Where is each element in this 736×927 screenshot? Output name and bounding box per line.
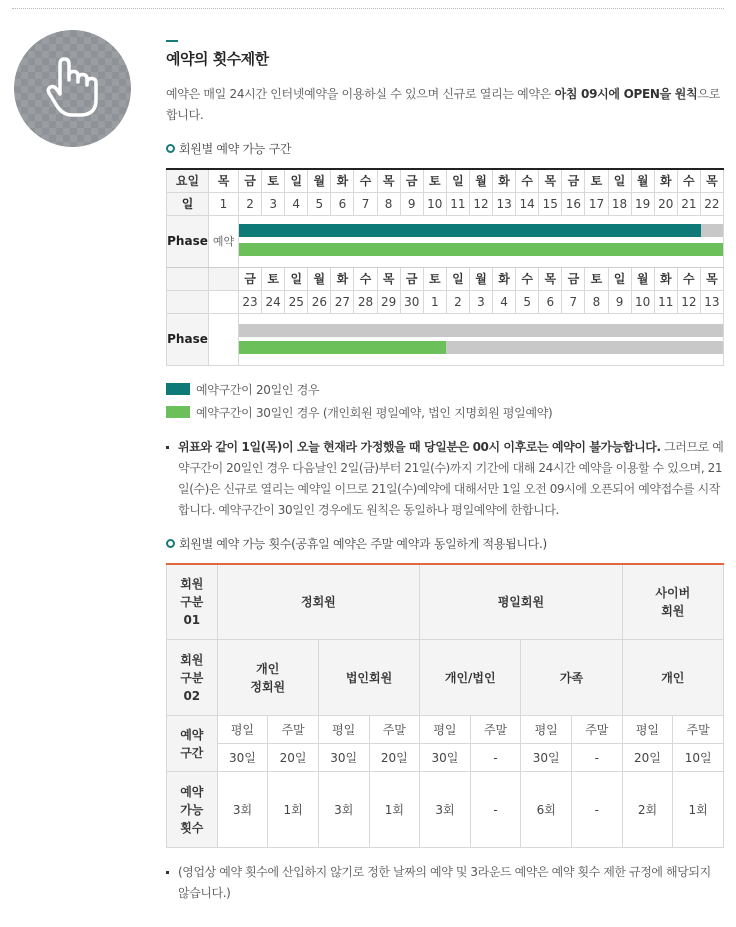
bar-30day-rest [446,341,723,354]
count-cell: - [470,772,521,848]
weekday-cell: 수 [677,169,700,192]
period-cell: 10일 [673,744,724,772]
weekday-cell: 금 [400,267,423,290]
count-cell: 3회 [318,772,369,848]
weekday-cell: 일 [285,267,308,290]
weekday-cell: 토 [423,169,446,192]
date-cell: 9 [400,192,423,215]
sub-personal-regular: 개인 정회원 [217,640,318,716]
date-cell: 21 [677,192,700,215]
weekday-cell: 수 [354,267,377,290]
bar-20day-rest [701,224,723,237]
period-cell: - [470,744,521,772]
weekday-cell: 금 [562,267,585,290]
count-cell: 1회 [268,772,319,848]
date-cell: 13 [493,192,516,215]
weekday-cell: 일 [446,267,469,290]
reservation-count-table [166,563,724,849]
date-cell: 9 [608,290,631,313]
weekend-header: 주말 [470,716,521,744]
date-cell: 3 [469,290,492,313]
weekday-cell: 월 [469,267,492,290]
date-cell: 14 [516,192,539,215]
bullet-dot-icon [166,871,169,874]
weekday-cell: 목 [209,169,239,192]
period-cell: 30일 [521,744,572,772]
date-cell: 2 [446,290,469,313]
phase-bars-2 [239,313,724,365]
weekday-cell: 금 [400,169,423,192]
sub-personal-corp: 개인/법인 [420,640,521,716]
weekday-label: 요일 [167,169,209,192]
count-cell: 3회 [420,772,471,848]
date-cell: 8 [585,290,608,313]
date-label: 일 [167,192,209,215]
weekday-cell: 화 [493,169,516,192]
count-cell: 2회 [622,772,673,848]
weekday-cell: 금 [239,267,262,290]
sub-personal: 개인 [622,640,723,716]
weekday-cell: 화 [331,169,354,192]
date-cell: 20 [654,192,677,215]
calendar-date-row-2 [167,290,724,313]
member-class-01-label: 회원 구분 01 [167,564,218,640]
group-weekday: 평일회원 [420,564,623,640]
footnote: (영업상 예약 횟수에 산입하지 않기로 정한 날짜의 예약 및 3라운드 예약은 예약 횟수 제한 규정에 해당되지 않습니다.) [166,862,724,904]
period-cell: 30일 [318,744,369,772]
weekday-cell: 금 [239,169,262,192]
section-title-range: 회원별 예약 가능 구간 [166,140,724,158]
period-cell: 30일 [217,744,268,772]
bullet-dot-icon [166,446,169,449]
ring-bullet-icon [166,539,175,548]
calendar-weekday-row-2 [167,267,724,290]
date-cell: 24 [262,290,285,313]
date-cell: 3 [262,192,285,215]
weekday-cell: 토 [262,169,285,192]
weekday-cell: 월 [308,169,331,192]
bar-30day-cont [239,341,446,354]
date-cell: 19 [631,192,654,215]
calendar-phase-row-1 [167,215,724,267]
weekday-cell: 일 [446,169,469,192]
top-divider [12,8,724,9]
date-cell: 2 [239,192,262,215]
date-cell: 12 [469,192,492,215]
date-cell: 6 [331,192,354,215]
count-period-row [167,744,724,772]
legend-item-30day: 예약구간이 30일인 경우 (개인회원 평일예약, 법인 지명회원 평일예약) [166,403,724,423]
count-cell: 1회 [369,772,420,848]
phase-label-2: Phase [167,313,209,365]
weekday-cell: 월 [308,267,331,290]
weekday-cell: 수 [354,169,377,192]
hand-pointer-icon [44,56,102,120]
weekday-cell: 월 [631,267,654,290]
weekday-cell: 화 [493,267,516,290]
date-cell: 25 [285,290,308,313]
explanation-note: 위표와 같이 1일(목)이 오늘 현재라 가정했을 때 당일분은 00시 이후로는 예약이 불가능합니다. 그러므로 예약구간이 20일인 경우 다음날인 2일(금)부터 21일(수)까지 기간에 대해 24시간 예약을 이용할 수 있으며, 21일(수)은 신규로 열리는 예약일 이므로 21일(수)예약에 대해서만 1일 오전 09시에 오픈되어 예약접수를 시작합니다. 예약구간이 30일인 경우에도 원칙은 동일하나 평일예약에 한합니다. [166,437,724,521]
count-group-row [167,564,724,640]
date-cell: 17 [585,192,608,215]
hero-badge [14,30,131,147]
weekday-cell: 목 [377,267,400,290]
weekday-cell: 화 [654,267,677,290]
weekday-cell: 금 [562,169,585,192]
period-label: 예약 구간 [167,716,218,772]
date-cell: 15 [539,192,562,215]
date-cell: 7 [354,192,377,215]
weekday-cell: 목 [377,169,400,192]
date-cell: 4 [285,192,308,215]
weekday-cell: 월 [469,169,492,192]
count-cell: 6회 [521,772,572,848]
reserve-label: 예약 [209,215,239,267]
date-cell: 7 [562,290,585,313]
legend-swatch-teal [166,383,190,395]
weekday-cell: 수 [516,169,539,192]
legend-item-20day: 예약구간이 20일인 경우 [166,380,724,400]
date-cell: 11 [446,192,469,215]
weekday-cell: 토 [423,267,446,290]
page-title: 예약의 횟수제한 [166,50,269,68]
date-cell: 23 [239,290,262,313]
title-accent [166,40,178,42]
section-title-count: 회원별 예약 가능 횟수(공휴일 예약은 주말 예약과 동일하게 적용됩니다.) [166,535,724,553]
weekday-cell: 월 [631,169,654,192]
sub-family: 가족 [521,640,622,716]
bar-20day [239,224,701,237]
count-cell: - [572,772,623,848]
ring-bullet-icon [166,144,175,153]
count-daytype-row [167,716,724,744]
member-class-02-label: 회원 구분 02 [167,640,218,716]
weekday-cell: 목 [539,169,562,192]
period-cell: 20일 [268,744,319,772]
date-cell: 13 [700,290,723,313]
date-cell: 29 [377,290,400,313]
weekend-header: 주말 [673,716,724,744]
date-cell: 18 [608,192,631,215]
weekday-cell: 화 [331,267,354,290]
intro-text: 예약은 매일 24시간 인터넷예약을 이용하실 수 있으며 신규로 열리는 예약은 아침 09시에 OPEN을 원칙으로 합니다. [166,87,720,122]
weekday-header: 평일 [420,716,471,744]
date-cell: 26 [308,290,331,313]
date-cell: 16 [562,192,585,215]
phase-label: Phase [167,215,209,267]
group-regular: 정회원 [217,564,420,640]
weekday-header: 평일 [622,716,673,744]
weekday-cell: 수 [677,267,700,290]
calendar-date-row [167,192,724,215]
period-cell: 30일 [420,744,471,772]
period-cell: - [572,744,623,772]
reservation-calendar-table [166,168,724,366]
legend [166,380,724,423]
date-cell: 6 [539,290,562,313]
legend-swatch-green [166,406,190,418]
weekday-cell: 일 [608,267,631,290]
weekend-header: 주말 [572,716,623,744]
weekday-cell: 목 [539,267,562,290]
weekday-header: 평일 [318,716,369,744]
weekday-cell: 목 [700,169,723,192]
weekday-cell: 토 [585,267,608,290]
weekend-header: 주말 [268,716,319,744]
weekend-header: 주말 [369,716,420,744]
weekday-cell: 일 [285,169,308,192]
weekday-cell: 토 [262,267,285,290]
date-cell: 4 [493,290,516,313]
calendar-phase-row-2 [167,313,724,365]
period-cell: 20일 [622,744,673,772]
count-value-row [167,772,724,848]
date-cell: 1 [209,192,239,215]
weekday-cell: 토 [585,169,608,192]
count-subgroup-row [167,640,724,716]
weekday-cell: 수 [516,267,539,290]
phase-bars-1 [239,215,724,267]
date-cell: 12 [677,290,700,313]
weekday-cell: 화 [654,169,677,192]
date-cell: 10 [423,192,446,215]
date-cell: 22 [700,192,723,215]
sub-corporate: 법인회원 [318,640,419,716]
count-cell: 3회 [217,772,268,848]
date-cell: 1 [423,290,446,313]
date-cell: 27 [331,290,354,313]
date-cell: 5 [308,192,331,215]
date-cell: 5 [516,290,539,313]
weekday-cell: 목 [700,267,723,290]
weekday-header: 평일 [521,716,572,744]
count-cell: 1회 [673,772,724,848]
date-cell: 8 [377,192,400,215]
date-cell: 30 [400,290,423,313]
intro-emphasis: 아침 09시에 OPEN을 원칙 [554,87,698,101]
count-label: 예약 가능 횟수 [167,772,218,848]
period-cell: 20일 [369,744,420,772]
weekday-header: 평일 [217,716,268,744]
calendar-weekday-row [167,169,724,192]
date-cell: 28 [354,290,377,313]
date-cell: 10 [631,290,654,313]
date-cell: 11 [654,290,677,313]
bar-30day [239,243,723,256]
main-content [166,40,724,904]
group-cyber: 사이버 회원 [622,564,723,640]
bar-20day-inactive [239,324,723,337]
weekday-cell: 일 [608,169,631,192]
